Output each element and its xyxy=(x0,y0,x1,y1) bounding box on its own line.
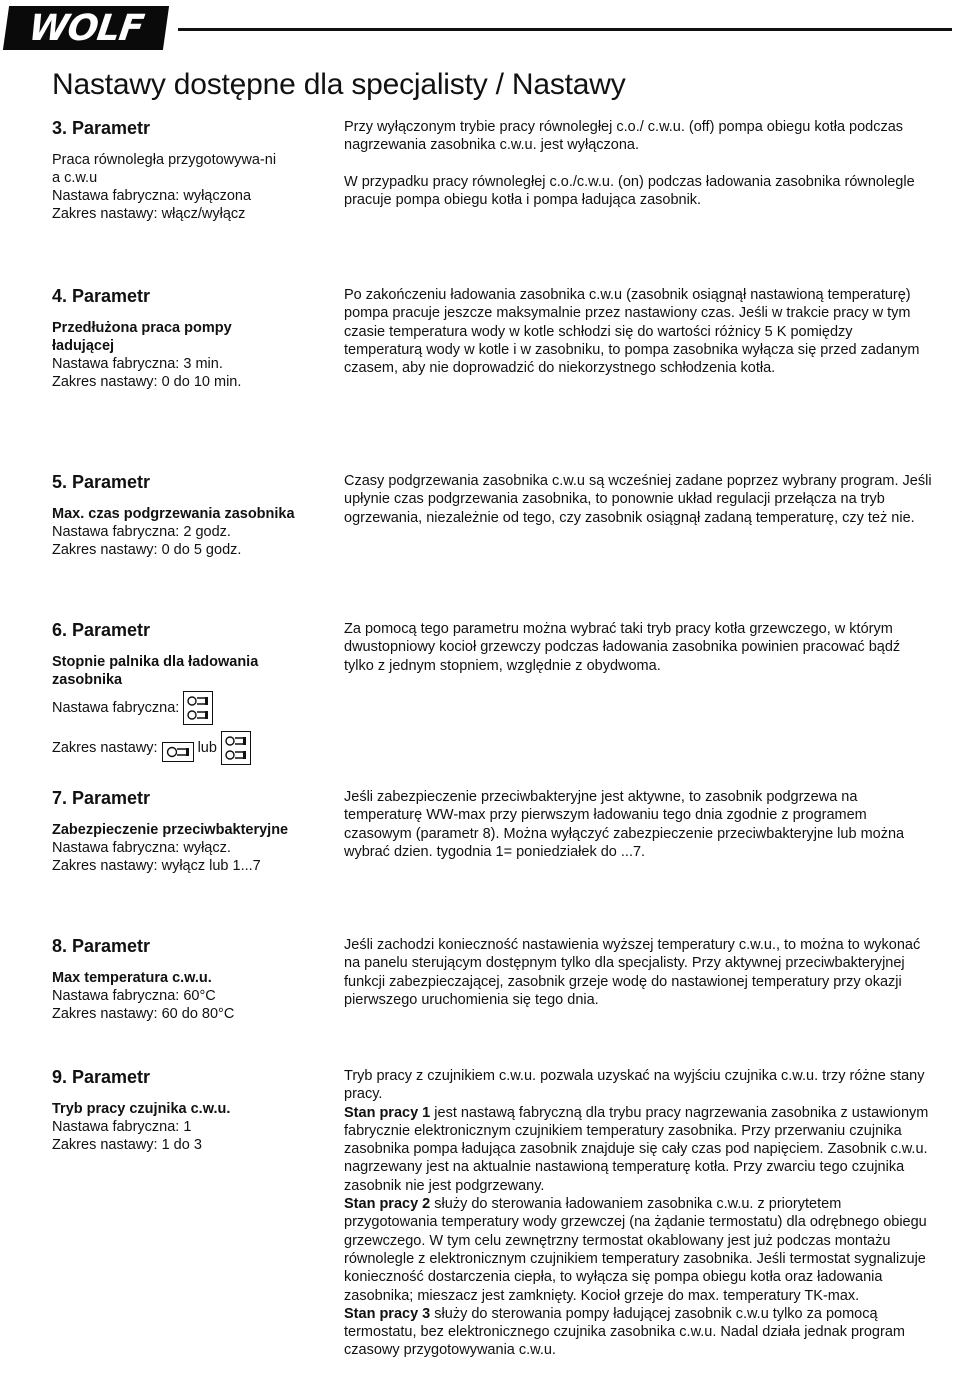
parameter-5-description xyxy=(344,472,932,537)
parameter-8-description xyxy=(344,936,932,1019)
parameter-heading: 8. Parametr xyxy=(52,936,151,956)
paragraph-stan-1 xyxy=(344,1104,932,1195)
paragraph: Jeśli zabezpieczenie przeciwbakteryjne jest aktywne, to zasobnik podgrzewa na temperaturę WW-max przy pierwszym ładowaniu tego dnia zgodnie z programem czasowym (parametr 8). Można wyłączyć zabezpieczenie przeciwbakteryjne lub można wybrać dzien. tygodnia 1= poniedziałek do ...7. xyxy=(344,789,905,860)
parameter-3-summary xyxy=(52,118,322,223)
setting-range: Zakres nastawy: 0 do 5 godz. xyxy=(52,542,242,558)
paragraph-stan-2 xyxy=(344,1195,932,1305)
setting-range: Zakres nastawy: wyłącz lub 1...7 xyxy=(52,858,261,874)
parameter-name: Stopnie palnika dla ładowania zasobnika xyxy=(52,654,259,688)
setting-range: Zakres nastawy: 0 do 10 min. xyxy=(52,374,242,390)
or-label: lub xyxy=(197,740,217,756)
stan-text: jest nastawą fabryczną dla trybu pracy nagrzewania zasobnika z ustawionym fabrycznie elektronicznym czujnikiem temperatury zasobnika. Przy przerwaniu czujnika zasobnika pompa ładująca zasobnik znajduje się cały czas pod napięciem. Zasobnik c.w.u. nagrzewany jest na aktualnie nastawioną temperaturę kotła. Przy zwarciu tego czujnika zasobnik nie jest podgrzewany. xyxy=(344,1104,929,1194)
parameter-name: Max temperatura c.w.u. xyxy=(52,970,212,986)
factory-setting: Nastawa fabryczna: wyłączona xyxy=(52,188,252,204)
setting-range: Zakres nastawy: xyxy=(52,740,158,756)
paragraph: Za pomocą tego parametru można wybrać taki tryb pracy kotła grzewczego, w którym dwustopniowy kocioł grzewczy podczas ładowania zasobnika powinien pracować bądź tylko z jednym stopniem, względnie z obydwoma. xyxy=(344,621,901,674)
stan-label: Stan pracy 1 xyxy=(344,1104,431,1121)
factory-setting-row xyxy=(52,691,322,725)
factory-setting: Nastawa fabryczna: 2 godz. xyxy=(52,524,231,540)
one-stage-burner-icon xyxy=(162,742,194,762)
parameter-6-summary xyxy=(52,620,322,765)
factory-setting: Nastawa fabryczna: xyxy=(52,700,180,716)
parameter-6-description xyxy=(344,620,932,685)
parameter-name: Tryb pracy czujnika c.w.u. xyxy=(52,1101,231,1117)
paragraph: Po zakończeniu ładowania zasobnika c.w.u (zasobnik osiągnął nastawioną temperaturę) pompa pracuje jeszcze maksymalnie przez nastawiony czas. Jeśli w trakcie pracy w tym czasie temperatura wody w kotle schłodzi się do wartości różnicy 5 K pomiędzy temperaturą wody w kotle i w zasobniku, to pompa zasobnika wyłącza się przed zadanym czasem, aby nie doprowadzić do niekorzystnego schłodzenia kotła. xyxy=(344,287,920,377)
page-title: Nastawy dostępne dla specjalisty / Nastawy xyxy=(52,68,626,101)
parameter-name: Praca równoległa przygotowywa-nia c.w.u xyxy=(52,152,277,186)
setting-range-row xyxy=(52,731,322,765)
parameter-4-description xyxy=(344,286,932,387)
paragraph: Tryb pracy z czujnikiem c.w.u. pozwala uzyskać na wyjściu czujnika c.w.u. trzy różne stany pracy. xyxy=(344,1068,925,1103)
stan-label: Stan pracy 2 xyxy=(344,1196,431,1213)
parameter-heading: 4. Parametr xyxy=(52,286,151,306)
stan-text: służy do sterowania pompy ładującej zasobnik c.w.u tylko za pomocą termostatu, bez elektronicznego czujnika zasobnika c.w.u. Nadal działa jednak program czasowy przygotowywania c.w.u. xyxy=(344,1305,905,1359)
parameter-7-description xyxy=(344,788,932,871)
parameter-8-summary xyxy=(52,936,322,1023)
setting-range: Zakres nastawy: 1 do 3 xyxy=(52,1137,202,1153)
paragraph: W przypadku pracy równoległej c.o./c.w.u. (on) podczas ładowania zasobnika równolegle pracuje pompa obiegu kotła i pompa ładująca zasobnik. xyxy=(344,173,915,208)
two-stage-burner-icon xyxy=(221,731,251,765)
parameter-5-summary xyxy=(52,472,322,559)
parameter-name: Max. czas podgrzewania zasobnika xyxy=(52,506,295,522)
parameter-heading: 6. Parametr xyxy=(52,620,151,640)
parameter-3-description xyxy=(344,118,932,219)
parameter-9-description xyxy=(344,1067,932,1360)
setting-range: Zakres nastawy: włącz/wyłącz xyxy=(52,206,246,222)
header-rule xyxy=(178,28,952,31)
parameter-heading: 5. Parametr xyxy=(52,472,151,492)
stan-text: służy do sterowania ładowaniem zasobnika c.w.u. z priorytetem przygotowania temperatury wody grzewczej (na żądanie termostatu) dla odrębnego obiegu grzewczego. W tym celu zewnętrzny termostat okablowany jest już podczas montażu równolegle z elektronicznym czujnikiem temperatury zasobnika. Jeśli termostat sygnalizuje konieczność dostarczenia ciepła, to wyłącza się pompa obiegu kotła oraz ładowania zasobnika; mieszacz jest zamknięty. Kocioł grzeje do max. temperatury TK-max. xyxy=(344,1196,927,1304)
paragraph-stan-3 xyxy=(344,1305,932,1360)
parameter-4-summary xyxy=(52,286,322,391)
factory-setting: Nastawa fabryczna: 1 xyxy=(52,1119,192,1135)
parameter-name: Przedłużona praca pompy ładującej xyxy=(52,320,232,354)
paragraph: Jeśli zachodzi konieczność nastawienia wyższej temperatury c.w.u., to można to wykonać na panelu sterującym dostępnym tylko dla specjalisty. Przy aktywnej przeciwbakteryjnej funkcji zabezpieczającej, zasobnik grzeje wodę do nastawionej temperatury przy okazji pierwszego uruchomienia się tego dnia. xyxy=(344,937,921,1008)
factory-setting: Nastawa fabryczna: wyłącz. xyxy=(52,840,231,856)
stan-label: Stan pracy 3 xyxy=(344,1305,431,1322)
factory-setting: Nastawa fabryczna: 3 min. xyxy=(52,356,223,372)
parameter-heading: 9. Parametr xyxy=(52,1067,151,1087)
parameter-7-summary xyxy=(52,788,322,875)
parameter-heading: 3. Parametr xyxy=(52,118,151,138)
paragraph: Czasy podgrzewania zasobnika c.w.u są wcześniej zadane poprzez wybrany program. Jeśli upłynie czas podgrzewania zasobnika, to ponownie układ regulacji przełącza na tryb ogrzewania, niezależnie od tego, czy zasobnik osiągnął zadaną temperaturę, czy też nie. xyxy=(344,473,932,526)
factory-setting: Nastawa fabryczna: 60°C xyxy=(52,988,216,1004)
parameter-name: Zabezpieczenie przeciwbakteryjne xyxy=(52,822,289,838)
paragraph: Przy wyłączonym trybie pracy równoległej c.o./ c.w.u. (off) pompa obiegu kotła podczas nagrzewania zasobnika c.w.u. jest wyłączona. xyxy=(344,119,904,154)
parameter-9-summary xyxy=(52,1067,322,1154)
parameter-heading: 7. Parametr xyxy=(52,788,151,808)
setting-range: Zakres nastawy: 60 do 80°C xyxy=(52,1006,235,1022)
two-stage-burner-icon xyxy=(183,691,213,725)
wolf-logo: WOLF xyxy=(3,6,169,50)
